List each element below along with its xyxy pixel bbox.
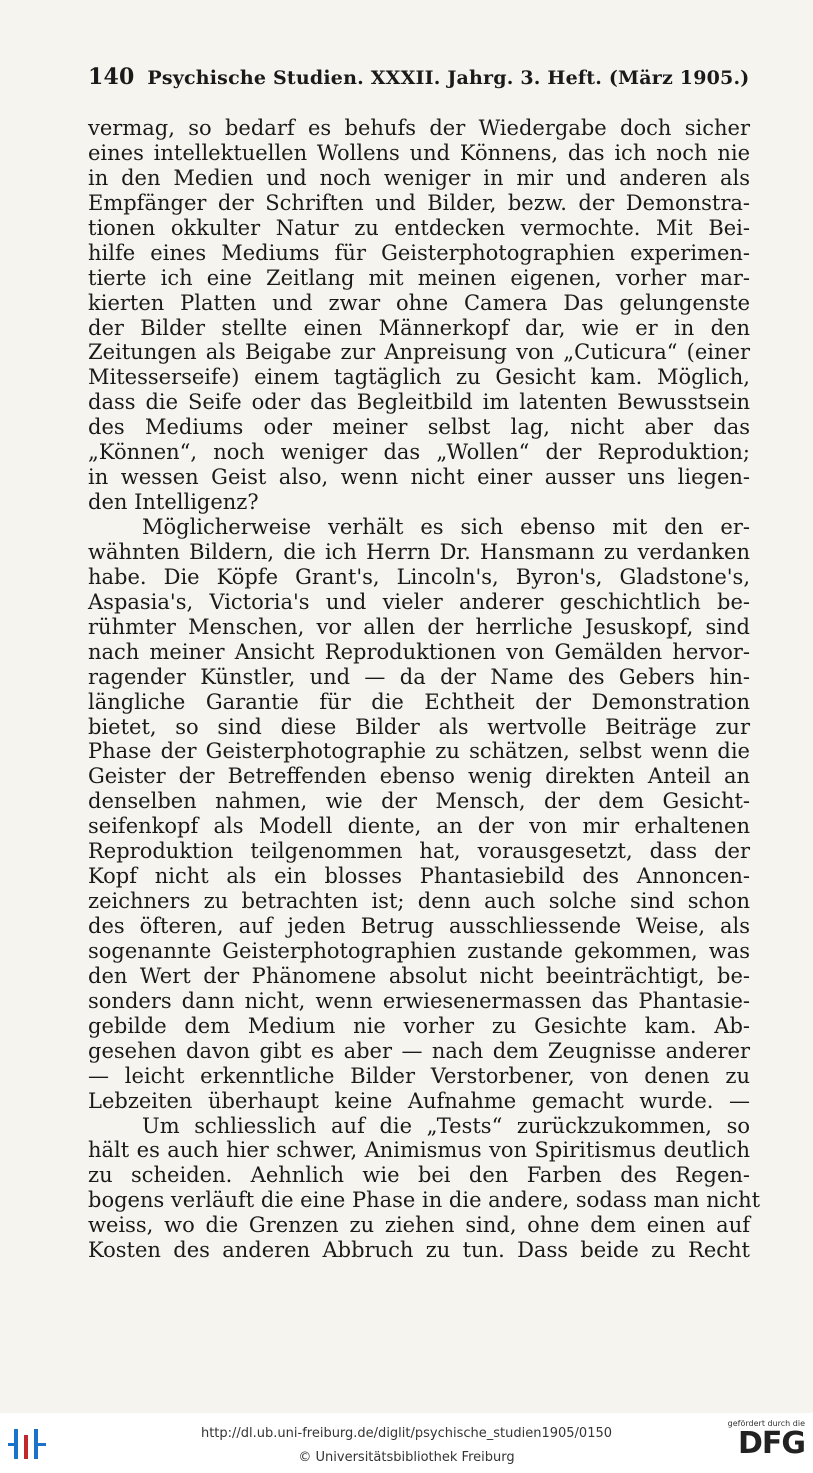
text-line: Geister der Betreffenden ebenso wenig direkten Anteil an xyxy=(88,764,750,789)
text-line: habe. Die Köpfe Grant's, Lincoln's, Byron's, Gladstone's, xyxy=(88,564,750,589)
text-line: gebilde dem Medium nie vorher zu Gesichte kam. Ab- xyxy=(88,1013,750,1038)
text-line: wähnten Bildern, die ich Herrn Dr. Hansmann zu verdanken xyxy=(88,539,750,564)
text-line: zeichners zu betrachten ist; denn auch solche sind schon xyxy=(88,889,750,914)
text-line: bietet, so sind diese Bilder als wertvolle Beiträge zur xyxy=(88,714,750,739)
text-line: der Bilder stellte einen Männerkopf dar, wie er in den xyxy=(88,315,750,340)
running-title: Psychische Studien. XXXII. Jahrg. 3. Heft. (März 1905.) xyxy=(147,67,750,89)
body-text xyxy=(88,116,761,1263)
text-line: Kosten des anderen Abbruch zu tun. Dass beide zu Recht xyxy=(88,1238,750,1263)
text-line: bogens verläuft die eine Phase in die andere, sodass man nicht xyxy=(88,1188,761,1213)
text-line: Möglicherweise verhält es sich ebenso mit den er- xyxy=(142,515,750,539)
text-line: Empfänger der Schriften und Bilder, bezw. der Demonstra- xyxy=(88,190,750,215)
page-number: 140 xyxy=(88,64,135,90)
text-line: ragender Künstler, und — da der Name des Gebers hin- xyxy=(88,664,750,689)
text-line: Reproduktion teilgenommen hat, vorausgesetzt, dass der xyxy=(88,839,750,864)
text-line: in wessen Geist also, wenn nicht einer ausser uns liegen- xyxy=(88,465,750,490)
text-line: denselben nahmen, wie der Mensch, der dem Gesicht- xyxy=(88,789,750,814)
text-line: weiss, wo die Grenzen zu ziehen sind, ohne dem einen auf xyxy=(88,1213,750,1238)
text-line: zu scheiden. Aehnlich wie bei den Farben des Regen- xyxy=(88,1163,750,1188)
text-line: Kopf nicht als ein blosses Phantasiebild des Annoncen- xyxy=(88,864,750,889)
text-line: hält es auch hier schwer, Animismus von Spiritismus deutlich xyxy=(88,1138,750,1163)
text-line: sogenannte Geisterphotographien zustande gekommen, was xyxy=(88,938,750,963)
text-line: Zeitungen als Beigabe zur Anpreisung von „Cuticura“ (einer xyxy=(88,340,750,365)
text-line: — leicht erkenntliche Bilder Verstorbener, von denen zu xyxy=(88,1063,750,1088)
text-line: kierten Platten und zwar ohne Camera Das gelungenste xyxy=(88,290,750,315)
text-line: eines intellektuellen Wollens und Könnens, das ich noch nie xyxy=(88,140,750,165)
dfg-logo xyxy=(715,1419,805,1469)
text-line: nach meiner Ansicht Reproduktionen von Gemälden hervor- xyxy=(88,639,750,664)
text-line: des Mediums oder meiner selbst lag, nicht aber das xyxy=(88,415,750,440)
running-header xyxy=(88,64,748,90)
text-line: dass die Seife oder das Begleitbild im latenten Bewusstsein xyxy=(88,390,750,415)
permalink[interactable]: http://dl.ub.uni-freiburg.de/diglit/psychische_studien1905/0150 xyxy=(200,1426,613,1441)
text-line: gesehen davon gibt es aber — nach dem Zeugnisse anderer xyxy=(88,1038,750,1063)
text-line: rühmter Menschen, vor allen der herrliche Jesuskopf, sind xyxy=(88,614,750,639)
text-line: seifenkopf als Modell diente, an der von mir erhaltenen xyxy=(88,814,750,839)
text-line: vermag, so bedarf es behufs der Wiedergabe doch sicher xyxy=(88,116,750,140)
viewer-footer xyxy=(0,1413,813,1473)
text-line: hilfe eines Mediums für Geisterphotographien experimen- xyxy=(88,240,750,265)
text-line: tionen okkulter Natur zu entdecken vermochte. Mit Bei- xyxy=(88,215,750,240)
text-line: den Intelligenz? xyxy=(88,490,259,515)
text-line: längliche Garantie für die Echtheit der Demonstration xyxy=(88,689,750,714)
text-line: Aspasia's, Victoria's und vieler anderer geschichtlich be- xyxy=(88,589,750,614)
text-line: Um schliesslich auf die „Tests“ zurückzukommen, so xyxy=(142,1113,750,1138)
text-line: den Wert der Phänomene absolut nicht beeinträchtigt, be- xyxy=(88,963,750,988)
dfg-wordmark: DFG xyxy=(737,1426,805,1461)
text-line: des öfteren, auf jeden Betrug ausschliessende Weise, als xyxy=(88,914,750,938)
text-line: Phase der Geisterphotographie zu schätzen, selbst wenn die xyxy=(88,739,750,764)
text-line: tierte ich eine Zeitlang mit meinen eigenen, vorher mar- xyxy=(88,265,750,290)
text-line: „Können“, noch weniger das „Wollen“ der Reproduktion; xyxy=(88,440,750,465)
dfg-tagline: gefördert durch die xyxy=(727,1419,805,1428)
text-line: in den Medien und noch weniger in mir und anderen als xyxy=(88,165,750,190)
text-line: Mitesserseife) einem tagtäglich zu Gesicht kam. Möglich, xyxy=(88,365,750,390)
text-line: sonders dann nicht, wenn erwiesenermassen das Phantasie- xyxy=(88,988,750,1013)
text-line: Lebzeiten überhaupt keine Aufnahme gemacht wurde. — xyxy=(88,1088,750,1113)
copyright-notice: © Universitätsbibliothek Freiburg xyxy=(298,1450,515,1465)
